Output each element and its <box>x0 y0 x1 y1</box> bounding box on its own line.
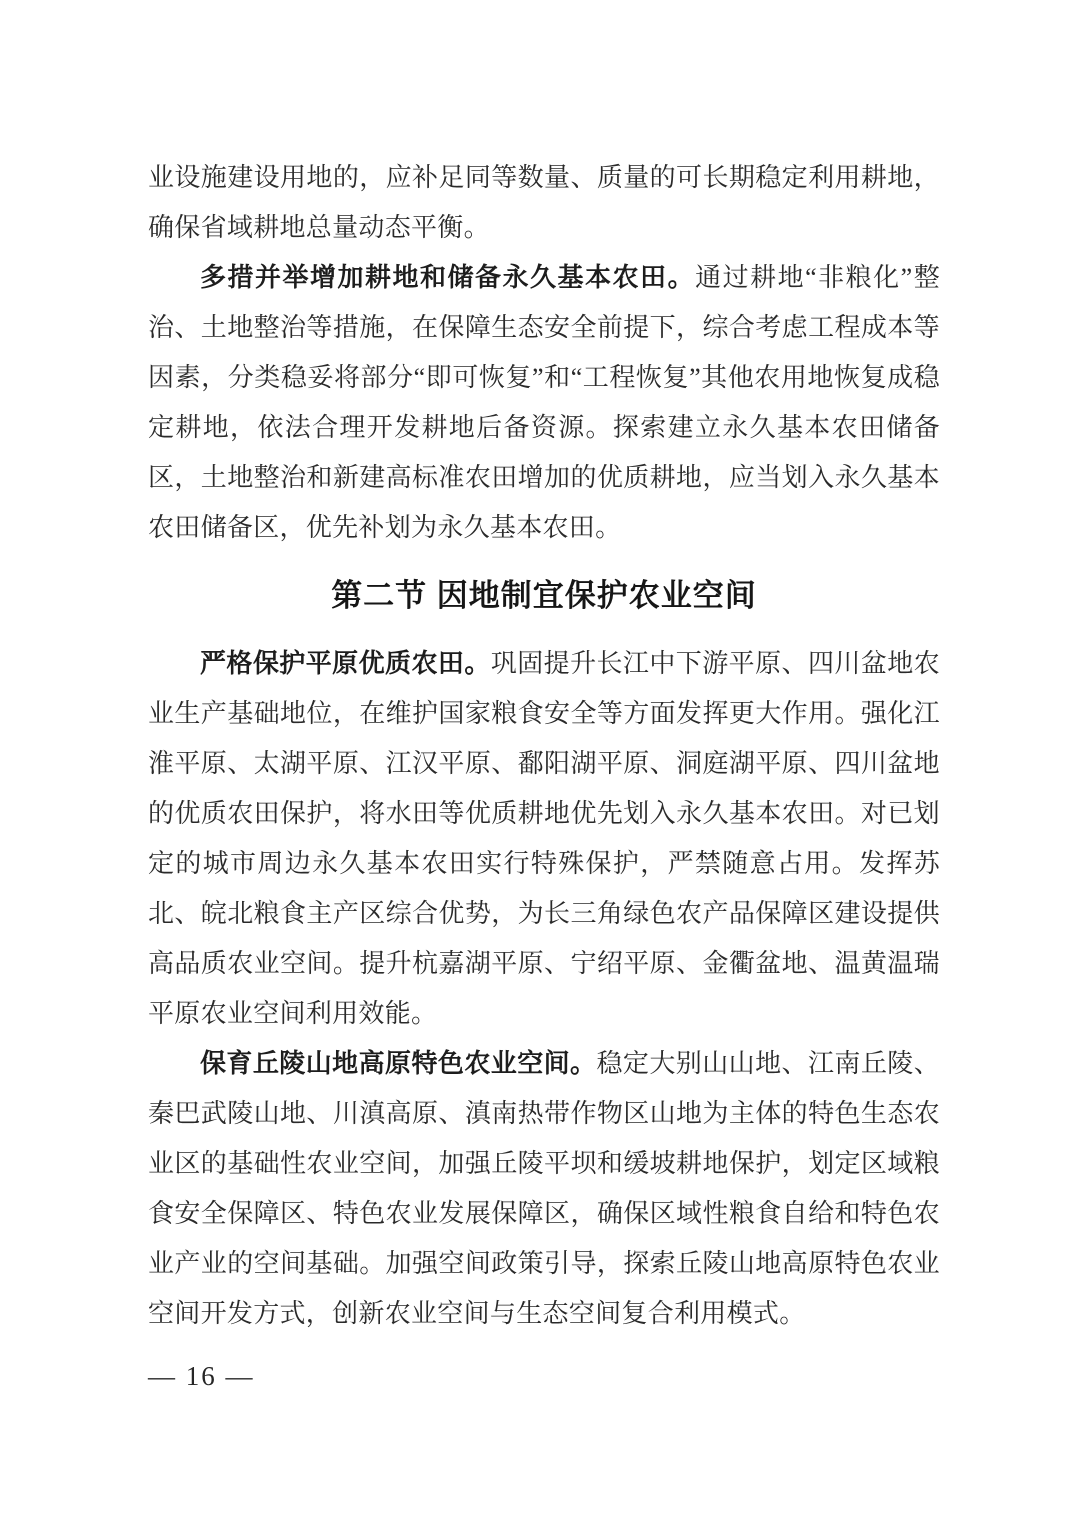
paragraph-lead: 保育丘陵山地高原特色农业空间。 <box>200 1049 597 1078</box>
paragraph-text: 通过耕地“非粮化”整治、土地整治等措施，在保障生态安全前提下，综合考虑工程成本等因素，分类稳妥将部分“即可恢复”和“工程恢复”其他农用地恢复成稳定耕地，依法合理开发耕地后备资源。探索建立永久基本农田储备区，土地整治和新建高标准农田增加的优质耕地，应当划入永久基本农田储备区，优先补划为永久基本农田。 <box>148 263 940 542</box>
page-number: — 16 — <box>148 1361 255 1391</box>
paragraph-lead: 严格保护平原优质农田。 <box>200 649 491 678</box>
body-paragraph <box>148 1039 940 1339</box>
paragraph-text: 业设施建设用地的，应补足同等数量、质量的可长期稳定利用耕地，确保省域耕地总量动态平衡。 <box>148 163 940 242</box>
document-body <box>148 153 940 1339</box>
body-paragraph-continuation <box>148 153 940 253</box>
paragraph-text: 稳定大别山山地、江南丘陵、秦巴武陵山地、川滇高原、滇南热带作物区山地为主体的特色生态农业区的基础性农业空间，加强丘陵平坝和缓坡耕地保护，划定区域粮食安全保障区、特色农业发展保障区，确保区域性粮食自给和特色农业产业的空间基础。加强空间政策引导，探索丘陵山地高原特色农业空间开发方式，创新农业空间与生态空间复合利用模式。 <box>148 1049 940 1328</box>
body-paragraph <box>148 639 940 1039</box>
body-paragraph <box>148 253 940 553</box>
section-heading: 第二节 因地制宜保护农业空间 <box>331 578 757 613</box>
paragraph-lead: 多措并举增加耕地和储备永久基本农田。 <box>200 263 696 292</box>
paragraph-text: 巩固提升长江中下游平原、四川盆地农业生产基础地位，在维护国家粮食安全等方面发挥更大作用。强化江淮平原、太湖平原、江汉平原、鄱阳湖平原、洞庭湖平原、四川盆地的优质农田保护，将水田等优质耕地优先划入永久基本农田。对已划定的城市周边永久基本农田实行特殊保护，严禁随意占用。发挥苏北、皖北粮食主产区综合优势，为长三角绿色农产品保障区建设提供高品质农业空间。提升杭嘉湖平原、宁绍平原、金衢盆地、温黄温瑞平原农业空间利用效能。 <box>148 649 940 1028</box>
